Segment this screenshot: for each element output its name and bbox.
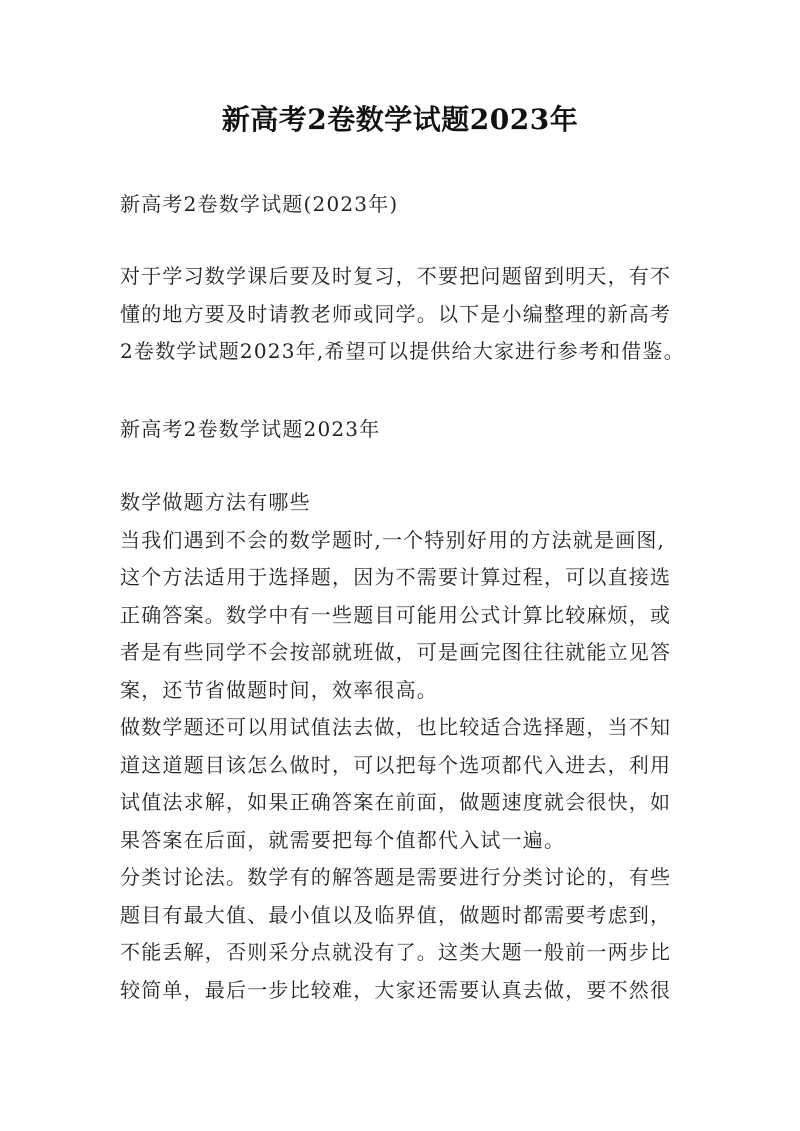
subtitle-line: 新高考2卷数学试题(2023年) xyxy=(120,192,399,216)
method2-line-4: 果答案在后面，就需要把每个值都代入试一遍。 xyxy=(120,827,566,852)
method3-line-4: 较简单，最后一步比较难，大家还需要认真去做，要不然很 xyxy=(120,977,672,1002)
document-title: 新高考2卷数学试题2023年 xyxy=(221,103,579,136)
methods-heading: 数学做题方法有哪些 xyxy=(120,490,311,514)
intro-paragraph xyxy=(120,258,692,371)
intro-line-1: 对于学习数学课后要及时复习，不要把问题留到明天，有不 xyxy=(120,264,672,288)
section-title xyxy=(120,411,692,449)
method1-line-3: 正确答案。数学中有一些题目可能用公式计算比较麻烦，或 xyxy=(120,602,672,627)
method2-line-1: 做数学题还可以用试值法去做，也比较适合选择题，当不知 xyxy=(120,715,672,739)
document-subtitle xyxy=(120,186,692,224)
method1-line-1: 当我们遇到不会的数学题时,一个特别好用的方法就是画图, xyxy=(120,527,666,552)
intro-line-3: 2卷数学试题2023年,希望可以提供给大家进行参考和借鉴。 xyxy=(120,339,685,363)
intro-line-2: 懂的地方要及时请教老师或同学。以下是小编整理的新高考 xyxy=(120,301,672,326)
method3-line-3: 不能丢解，否则采分点就没有了。这类大题一般前一两步比 xyxy=(120,940,672,964)
method1-line-4: 者是有些同学不会按部就班做，可是画完图往往就能立见答 xyxy=(120,640,672,664)
method2-line-2: 道这道题目该怎么做时，可以把每个选项都代入进去，利用 xyxy=(120,752,672,777)
method3-line-1: 分类讨论法。数学有的解答题是需要进行分类讨论的，有些 xyxy=(120,865,672,889)
section-title-line: 新高考2卷数学试题2023年 xyxy=(120,417,381,441)
methods-section xyxy=(120,484,692,1009)
method2-line-3: 试值法求解，如果正确答案在前面，做题速度就会很快，如 xyxy=(120,790,672,814)
method1-line-5: 案，还节省做题时间，效率很高。 xyxy=(120,677,438,702)
method1-line-2: 这个方法适用于选择题，因为不需要计算过程，可以直接选 xyxy=(120,565,672,589)
method3-line-2: 题目有最大值、最小值以及临界值，做题时都需要考虑到， xyxy=(120,902,672,927)
